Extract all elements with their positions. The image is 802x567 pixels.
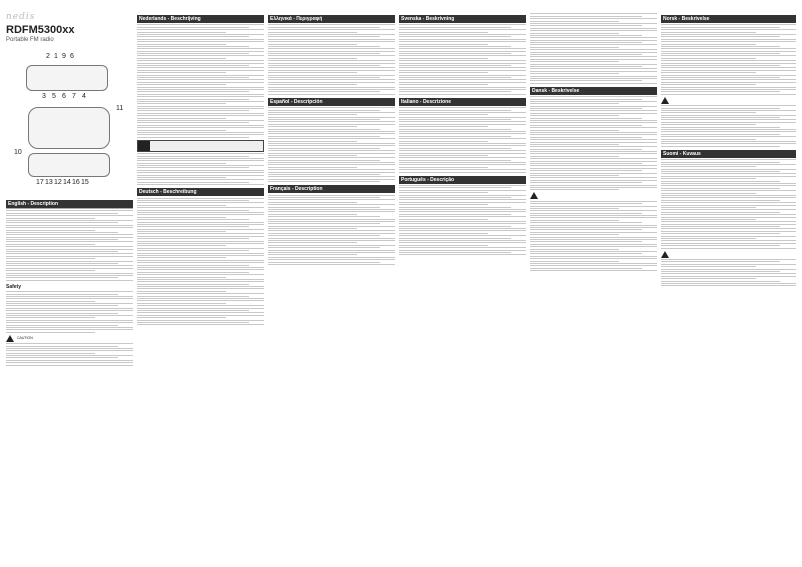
callout-11: 11	[116, 105, 124, 112]
column-5	[530, 12, 657, 560]
section-header-italian: Italiano - Descrizione	[399, 98, 526, 106]
callout-2: 2	[46, 53, 50, 60]
callout-12: 12	[54, 179, 62, 186]
section-header-finnish: Suomi - Kuvaus	[661, 150, 796, 158]
model-title: RDFM5300xx	[6, 24, 75, 36]
warning-triangle-icon	[661, 97, 669, 104]
radio-front-view	[28, 107, 110, 149]
callout-16: 16	[72, 179, 80, 186]
callout-7: 7	[72, 93, 76, 100]
warning-triangle-icon	[530, 192, 538, 199]
section-header-spanish: Español - Descripción	[268, 98, 395, 106]
warning-block-6	[661, 97, 796, 104]
section-header-dutch: Nederlands - Beschrijving	[137, 15, 264, 23]
column-3	[268, 12, 395, 560]
callout-4: 4	[82, 93, 86, 100]
callout-1: 1	[54, 53, 58, 60]
warning-block	[6, 335, 133, 342]
callout-17: 17	[36, 179, 44, 186]
callout-6b: 6	[62, 93, 66, 100]
warning-block-5	[530, 192, 657, 199]
section-header-swedish: Svenska - Beskrivning	[399, 15, 526, 23]
section-header-danish: Dansk - Beskrivelse	[530, 87, 657, 95]
caution-label: CAUTION	[17, 336, 33, 341]
radio-top-view	[26, 65, 108, 91]
callout-9: 9	[62, 53, 66, 60]
section-header-french: Français - Description	[268, 185, 395, 193]
column-6	[661, 12, 796, 560]
callout-15: 15	[81, 179, 89, 186]
product-subtitle: Portable FM radio	[6, 37, 54, 43]
warning-triangle-icon	[661, 251, 669, 258]
column-2	[137, 12, 264, 560]
callout-3: 3	[42, 93, 46, 100]
column-1	[6, 12, 133, 560]
column-4	[399, 12, 526, 560]
radio-back-view	[28, 153, 110, 177]
spec-table	[6, 208, 133, 281]
section-header-german: Deutsch - Beschreibung	[137, 188, 264, 196]
callout-10: 10	[14, 149, 22, 156]
safety-heading: Safety	[6, 283, 22, 290]
brand-logo: nedis	[6, 12, 36, 22]
section-header-english: English - Description	[6, 200, 133, 208]
section-header-portuguese: Português - Descrição	[399, 176, 526, 184]
callout-13: 13	[45, 179, 53, 186]
callout-14: 14	[63, 179, 71, 186]
section-header-norwegian: Norsk - Beskrivelse	[661, 15, 796, 23]
caution-box	[137, 140, 264, 152]
callout-6: 6	[70, 53, 74, 60]
device-diagram	[6, 47, 133, 197]
warning-block-6b	[661, 251, 796, 258]
callout-5: 5	[52, 93, 56, 100]
warning-triangle-icon	[6, 335, 14, 342]
section-header-greek: Ελληνικά - Περιγραφή	[268, 15, 395, 23]
